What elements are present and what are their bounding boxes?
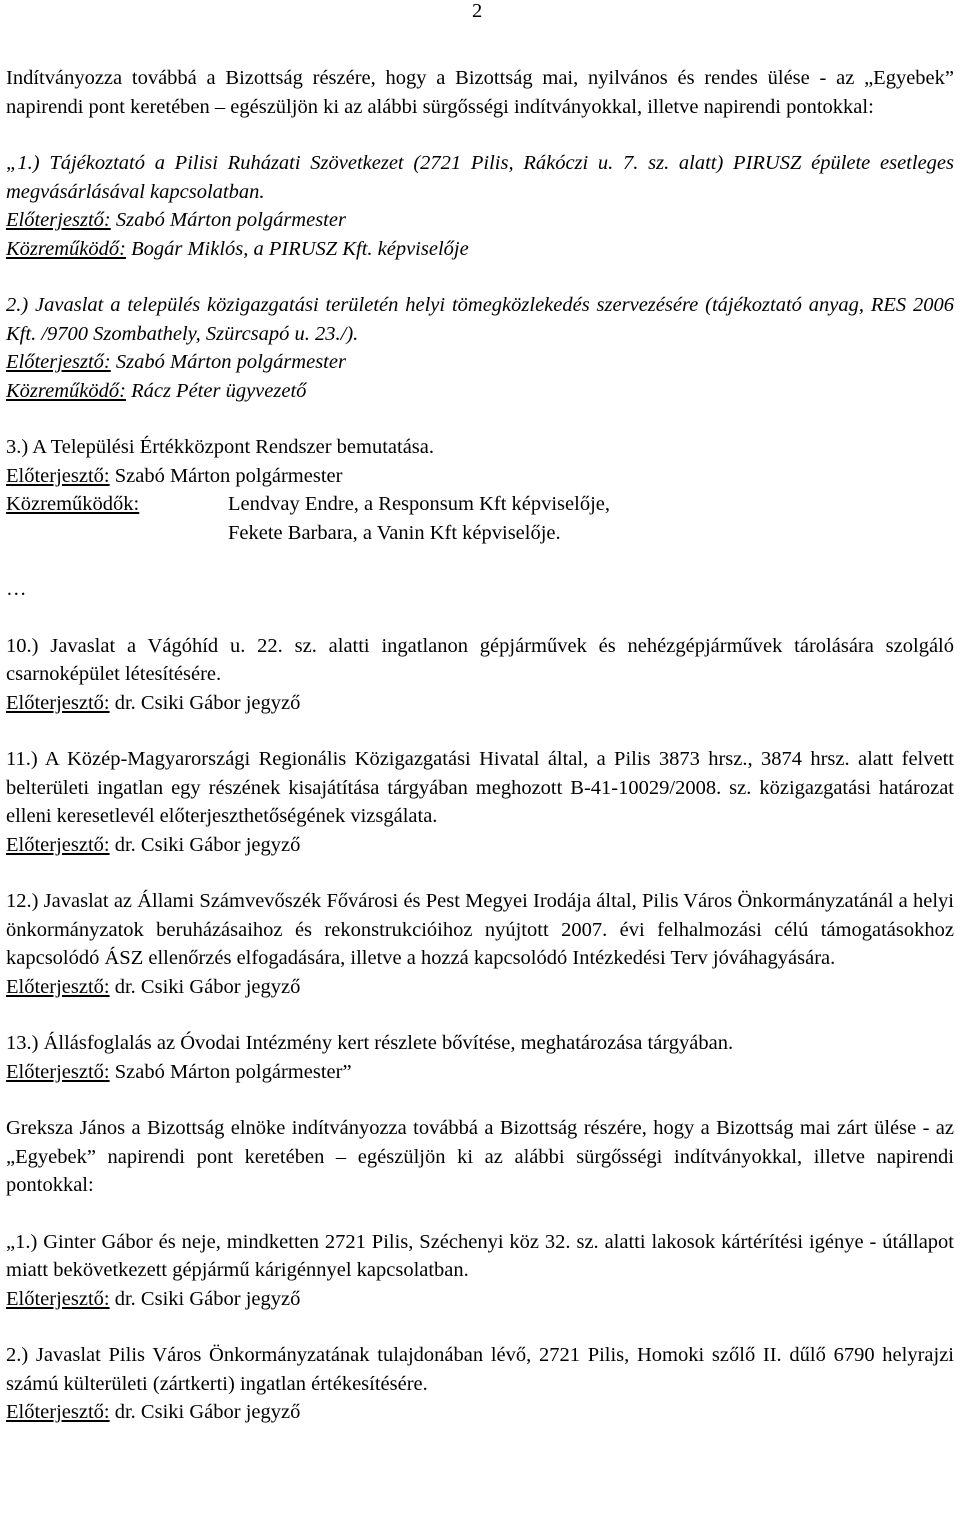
presenter-name: dr. Csiki Gábor jegyző: [109, 833, 301, 856]
item-title: 3.) A Települési Értékközpont Rendszer bemutatása.: [6, 436, 434, 458]
item-title: „1.) Ginter Gábor és neje, mindketten 2721 Pilis, Széchenyi köz 32. sz. alatti lakosok kártérítési igénye - útállapot miatt bekövetkezett gépjármű kárigénnyel kapcsolatban.: [6, 1230, 954, 1281]
item-title: 10.) Javaslat a Vágóhíd u. 22. sz. alatti ingatlanon gépjárművek és nehézgépjárművek tárolására szolgáló csarnoképület létesítésére.: [6, 634, 954, 685]
public-item-1: [6, 149, 954, 263]
presenter-label: Előterjesztő:: [6, 464, 110, 487]
item-title: 2.) Javaslat a település közigazgatási területén helyi tömegközlekedés szervezésére (tájékoztató anyag, RES 2006 Kft. /9700 Szombathely, Szürcsapó u. 23./).: [6, 294, 954, 345]
item-title: 12.) Javaslat az Állami Számvevőszék Fővárosi és Pest Megyei Irodája által, Pilis Város Önkormányzatánál a helyi önkormányzatok beruházásaihoz és rekonstrukcióihoz nyújtott 2007. évi felhalmozási célú támogatásokhoz kapcsolódó ÁSZ ellenőrzés elfogadására, illetve a hozzá kapcsolódó Intézkedési Terv jóváhagyására.: [6, 890, 954, 969]
presenter-name: dr. Csiki Gábor jegyző: [109, 975, 301, 998]
presenter-name: dr. Csiki Gábor jegyző: [109, 1287, 301, 1310]
intro-closed: Greksza János a Bizottság elnöke indítványozza továbbá a Bizottság részére, hogy a Bizottság mai zárt ülése - az „Egyebek” napirendi pont keretében – egészüljön ki az alábbi sürgősségi indítványokkal, illetve napirendi pontokkal:: [6, 1117, 954, 1196]
presenter-line: [6, 462, 954, 491]
presenter-label: Előterjesztő:: [6, 691, 110, 714]
presenter-name: Szabó Márton polgármester”: [109, 1060, 352, 1083]
presenter-label: Előterjesztő:: [6, 833, 110, 856]
presenter-label: Előterjesztő:: [6, 1060, 110, 1083]
item-11: [6, 745, 954, 859]
presenter-label: Előterjesztő:: [6, 351, 111, 373]
page-number: 2: [472, 0, 483, 22]
presenter-line: [6, 1398, 954, 1427]
presenter-line: [6, 831, 954, 860]
contributor-line: [6, 377, 954, 406]
item-title: 11.) A Közép-Magyarországi Regionális Közigazgatási Hivatal által, a Pilis 3873 hrsz., 3874 hrsz. alatt felvett belterületi ingatlan egy részének kisajátítása tárgyában meghozott B-41-10029/2008. sz. közigazgatási határozat elleni keresetlevél előterjeszthetőségének vizsgálata.: [6, 748, 954, 827]
item-12: [6, 887, 954, 1001]
contributor-name: Fekete Barbara, a Vanin Kft képviselője.: [228, 521, 561, 544]
presenter-label: Előterjesztő:: [6, 1401, 110, 1423]
contributor-label: Közreműködő:: [6, 237, 126, 260]
public-item-3: [6, 433, 954, 547]
item-title: „1.) Tájékoztató a Pilisi Ruházati Szövetkezet (2721 Pilis, Rákóczi u. 7. sz. alatt) PIRUSZ épülete esetleges megvásárlásával kapcsolatban.: [6, 152, 954, 203]
contributor-line: [6, 235, 954, 264]
presenter-name: Szabó Márton polgármester: [110, 351, 346, 373]
presenter-line: [6, 206, 954, 235]
presenter-line: [6, 348, 954, 377]
presenter-name: Szabó Márton polgármester: [109, 464, 343, 487]
contributors-label: Közreműködők:: [6, 493, 140, 515]
contributor-label: Közreműködő:: [6, 379, 126, 402]
item-10: [6, 632, 954, 718]
item-title: 2.) Javaslat Pilis Város Önkormányzatának tulajdonában lévő, 2721 Pilis, Homoki szőlő II. dűlő 6790 helyrajzi számú külterületi (zártkerti) ingatlan értékesítésére.: [6, 1344, 954, 1395]
presenter-name: dr. Csiki Gábor jegyző: [109, 1401, 301, 1423]
contributor-name: Bogár Miklós, a PIRUSZ Kft. képviselője: [125, 237, 469, 260]
contributor-name: Lendvay Endre, a Responsum Kft képviselője,: [228, 493, 611, 515]
presenter-line: [6, 1285, 954, 1314]
presenter-line: [6, 973, 954, 1002]
presenter-label: Előterjesztő:: [6, 1287, 110, 1310]
contributor-name: Rácz Péter ügyvezető: [125, 379, 307, 402]
intro-public: Indítványozza továbbá a Bizottság részére, hogy a Bizottság mai, nyilvános és rendes ülése - az „Egyebek” napirendi pont keretében – egészüljön ki az alábbi sürgősségi indítványokkal, illetve napirendi pontokkal:: [6, 67, 954, 118]
closed-item-1: [6, 1228, 954, 1314]
item-13: [6, 1029, 954, 1086]
item-title: 13.) Állásfoglalás az Óvodai Intézmény kert részlete bővítése, meghatározása tárgyában.: [6, 1032, 734, 1054]
presenter-line: [6, 689, 954, 718]
presenter-label: Előterjesztő:: [6, 209, 111, 231]
document-body: [6, 64, 954, 1427]
presenter-name: Szabó Márton polgármester: [110, 209, 346, 231]
presenter-label: Előterjesztő:: [6, 975, 110, 998]
closed-item-2: [6, 1341, 954, 1427]
public-item-2: [6, 291, 954, 405]
presenter-name: dr. Csiki Gábor jegyző: [109, 691, 301, 714]
presenter-line: [6, 1058, 954, 1087]
ellipsis: …: [6, 578, 27, 600]
contributors-row: [6, 490, 954, 547]
